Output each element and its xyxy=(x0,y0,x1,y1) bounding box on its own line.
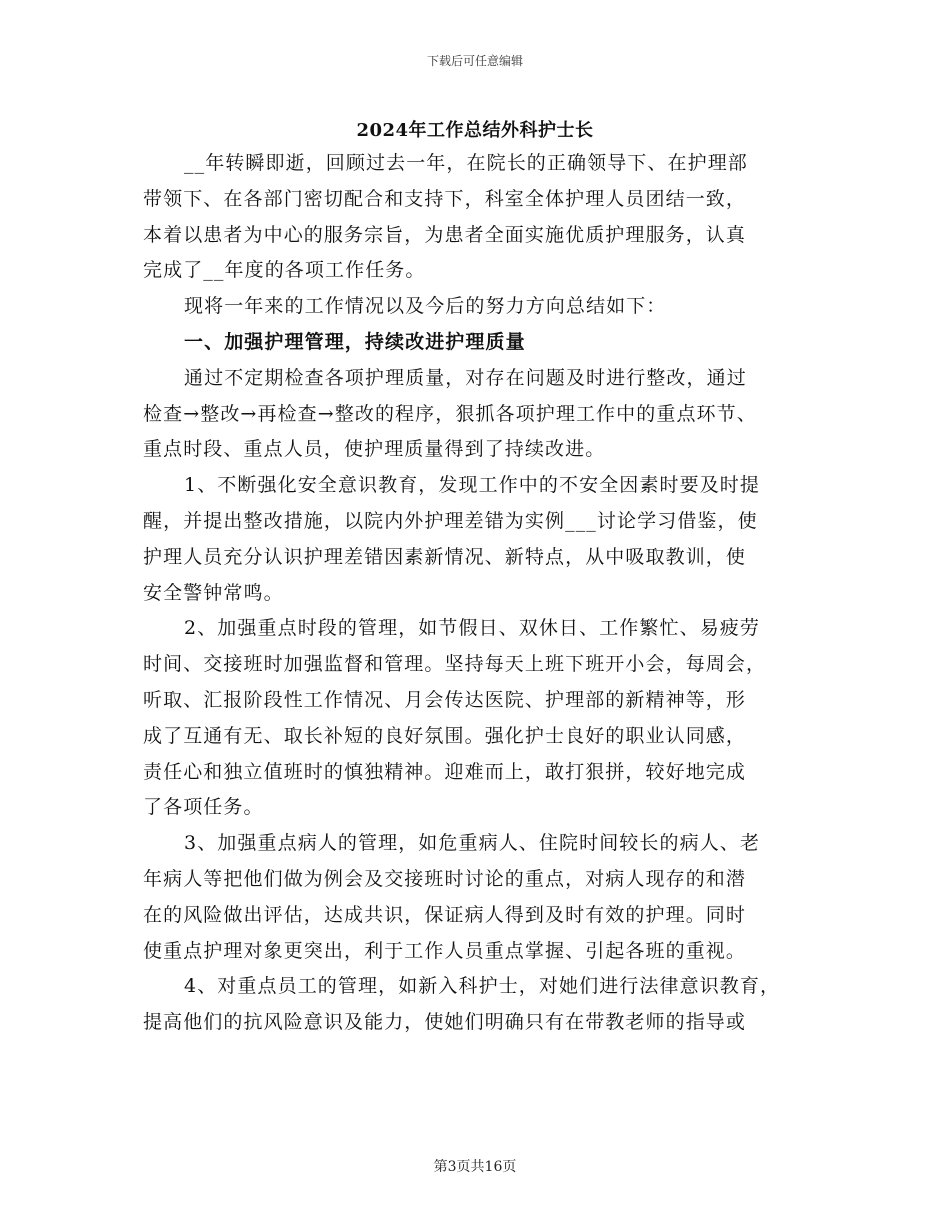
body-text-line: 醒，并提出整改措施，以院内外护理差错为实例___讨论学习借鉴，使 xyxy=(143,509,758,532)
body-text-line: 时间、交接班时加强监督和管理。坚持每天上班下班开小会，每周会， xyxy=(143,653,767,676)
body-text-line: 在的风险做出评估，达成共识，保证病人得到及时有效的护理。同时 xyxy=(143,903,747,926)
body-text-line: 2、加强重点时段的管理，如节假日、双休日、工作繁忙、易疲劳 xyxy=(184,617,760,640)
body-text-line: 现将一年来的工作情况以及今后的努力方向总结如下： xyxy=(184,295,667,318)
body-text-line: 完成了__年度的各项工作任务。 xyxy=(143,259,426,282)
section-heading: 一、加强护理管理，持续改进护理质量 xyxy=(184,330,526,353)
body-text-line: 听取、汇报阶段性工作情况、月会传达医院、护理部的新精神等，形 xyxy=(143,688,747,711)
body-text-line: 护理人员充分认识护理差错因素新情况、新特点，从中吸取教训，使 xyxy=(143,545,747,568)
body-text-line: 带领下、在各部门密切配合和支持下，科室全体护理人员团结一致， xyxy=(143,187,747,210)
body-text-line: 4、对重点员工的管理，如新入科护士，对她们进行法律意识教育， xyxy=(184,975,781,998)
body-text-line: 使重点护理对象更突出，利于工作人员重点掌握、引起各班的重视。 xyxy=(143,939,747,962)
body-text-line: 重点时段、重点人员，使护理质量得到了持续改进。 xyxy=(143,438,606,461)
body-text-line: 1、不断强化安全意识教育，发现工作中的不安全因素时要及时提 xyxy=(184,474,760,497)
body-text-line: 通过不定期检查各项护理质量，对存在问题及时进行整改，通过 xyxy=(184,366,747,389)
page-header-note: 下载后可任意编辑 xyxy=(426,54,523,68)
body-text-line: 3、加强重点病人的管理，如危重病人、住院时间较长的病人、老 xyxy=(184,832,760,855)
body-text-line: 提高他们的抗风险意识及能力，使她们明确只有在带教老师的指导或 xyxy=(143,1011,747,1034)
body-text-line: 年病人等把他们做为例会及交接班时讨论的重点，对病人现存的和潜 xyxy=(143,867,747,890)
body-text-line: 检查→整改→再检查→整改的程序，狠抓各项护理工作中的重点环节、 xyxy=(143,402,757,425)
body-text-line: __年转瞬即逝，回顾过去一年，在院长的正确领导下、在护理部 xyxy=(184,152,748,174)
document-body xyxy=(143,146,823,1041)
document-title: 2024年工作总结外科护士长 xyxy=(356,120,594,141)
body-text-line: 成了互通有无、取长补短的良好氛围。强化护士良好的职业认同感， xyxy=(143,724,747,747)
body-text-line: 了各项任务。 xyxy=(143,796,264,819)
body-text-line: 责任心和独立值班时的慎独精神。迎难而上，敢打狠拼，较好地完成 xyxy=(143,760,747,783)
body-text-line: 本着以患者为中心的服务宗旨，为患者全面实施优质护理服务，认真 xyxy=(143,223,747,246)
body-text-line: 安全警钟常鸣。 xyxy=(143,581,284,604)
page-footer: 第3页共16页 xyxy=(433,1159,517,1175)
